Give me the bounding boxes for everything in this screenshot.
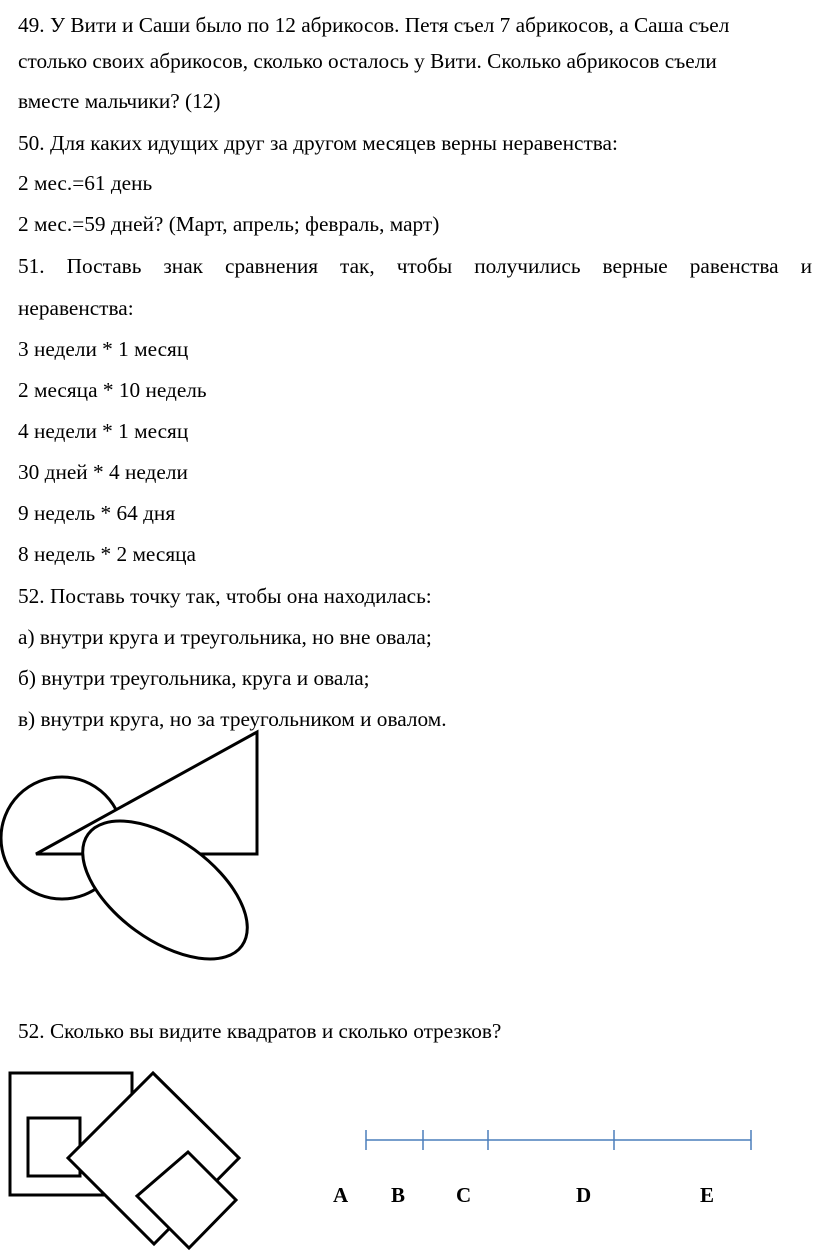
small-square xyxy=(28,1118,80,1176)
problem-50-item-1: 2 мес.=61 день xyxy=(18,171,153,195)
problem-52-option-c: в) внутри круга, но за треугольником и овалом. xyxy=(18,707,447,731)
problem-51-item: 4 недели * 1 месяц xyxy=(18,419,189,443)
problem-51-line-1: 51. Поставь знак сравнения так, чтобы получились верные равенства и xyxy=(18,254,812,278)
point-label-d: D xyxy=(576,1183,592,1207)
problem-51-item: 8 недель * 2 месяца xyxy=(18,542,196,566)
problem-51-item: 30 дней * 4 недели xyxy=(18,460,188,484)
large-square xyxy=(10,1073,132,1195)
problem-50-item-2: 2 мес.=59 дней? (Март, апрель; февраль, март) xyxy=(18,212,440,236)
small-rotated-square xyxy=(137,1152,236,1248)
problem-49-line-1: 49. У Вити и Саши было по 12 абрикосов. Петя съел 7 абрикосов, а Саша съел xyxy=(18,13,730,37)
problem-52-question: 52. Поставь точку так, чтобы она находилась: xyxy=(18,584,432,608)
problem-49-line-3: вместе мальчики? (12) xyxy=(18,89,221,113)
oval-shape xyxy=(59,794,271,987)
problem-51-item: 9 недель * 64 дня xyxy=(18,501,176,525)
circle-shape xyxy=(1,777,123,899)
point-label-a: A xyxy=(333,1183,349,1207)
problem-52-option-b: б) внутри треугольника, круга и овала; xyxy=(18,666,370,690)
problem-51-item: 2 месяца * 10 недель xyxy=(18,378,207,402)
rotated-square xyxy=(68,1073,239,1244)
problem-52-squares-question: 52. Сколько вы видите квадратов и сколько отрезков? xyxy=(18,1019,502,1043)
problem-51-line-2: неравенства: xyxy=(18,296,134,320)
point-label-b: B xyxy=(391,1183,406,1207)
problem-50-question: 50. Для каких идущих друг за другом месяцев верны неравенства: xyxy=(18,131,618,155)
problem-52-option-a: а) внутри круга и треугольника, но вне овала; xyxy=(18,625,432,649)
triangle-shape xyxy=(36,732,257,854)
problem-51-item: 3 недели * 1 месяц xyxy=(18,337,189,361)
point-label-c: C xyxy=(456,1183,472,1207)
problem-49-line-2: столько своих абрикосов, сколько осталось у Вити. Сколько абрикосов съели xyxy=(18,49,717,73)
point-label-e: E xyxy=(700,1183,715,1207)
